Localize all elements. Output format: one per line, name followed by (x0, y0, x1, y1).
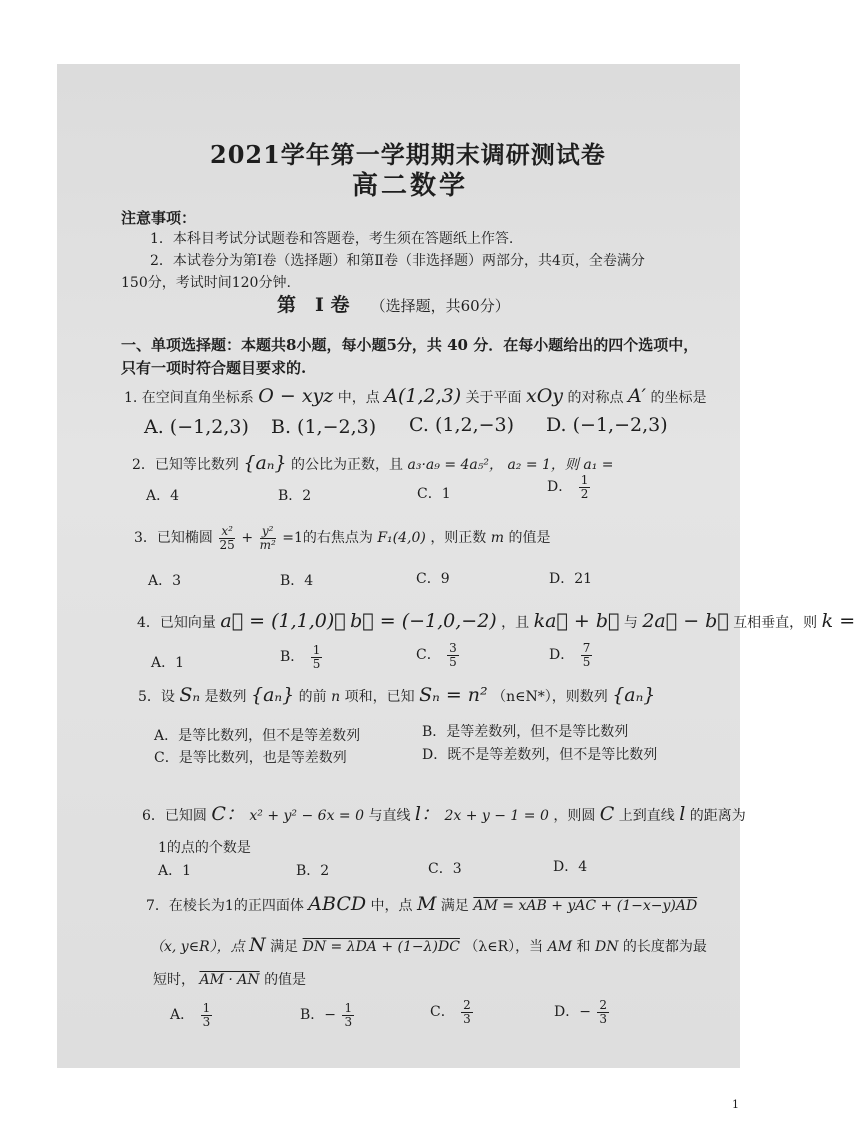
denominator: 3 (202, 1014, 211, 1029)
q4-math: 2a⃗ − b⃗ (642, 610, 729, 632)
numerator: 2 (463, 998, 471, 1012)
q3-math: m (490, 530, 505, 547)
q6-text: 的距离为 (689, 808, 746, 824)
q1-option-d: D. (−1,−2,3) (546, 414, 668, 436)
q5-math: Sₙ = n² (419, 684, 488, 706)
q5-text: 项和，已知 (344, 689, 415, 705)
q6-text: 6．已知圆 (142, 808, 207, 824)
question-2-stem (132, 452, 614, 474)
question-3-stem (134, 525, 551, 551)
q3-text: 3．已知椭圆 (134, 530, 213, 547)
q2-option-d-fraction (579, 474, 591, 500)
q4-option-d (549, 642, 594, 668)
q7-math: M (417, 893, 437, 915)
q4-text: 互相垂直，则 (733, 615, 818, 631)
q2-text: 的公比为正数，且 (291, 457, 404, 473)
section-name: 第 Ⅰ 卷 (277, 294, 350, 316)
denominator: 25 (219, 537, 235, 552)
q2-math: a₂ = 1，则 a₁ = (507, 457, 614, 473)
q7-text: 的值是 (264, 972, 307, 988)
q2-option-d-label: D． (547, 479, 573, 496)
q4-option-c-label: C． (416, 647, 441, 664)
denominator: 3 (599, 1011, 608, 1026)
q6-math: C： (211, 803, 245, 825)
q4-text: 4．已知向量 (137, 615, 216, 631)
q1-option-c: C. (1,2,−3) (409, 414, 515, 436)
notice-item-1: 1．本科目考试分试题卷和答题卷，考生须在答题纸上作答. (150, 231, 514, 247)
denominator: 3 (344, 1014, 353, 1029)
question-5-stem (138, 684, 655, 706)
q6-option-b: B．2 (296, 863, 330, 879)
q1-text: 1. 在空间直角坐标系 (124, 390, 254, 406)
q2-math: a₃·a₉ = 4a₅²， (407, 457, 503, 473)
q7-text: 的长度都为最 (622, 939, 707, 955)
q7-option-b (300, 1002, 356, 1028)
denominator: m² (259, 537, 276, 552)
q7-text: （λ∈R），当 (464, 939, 544, 955)
q2-math: {aₙ} (243, 452, 287, 474)
question-1-stem (124, 385, 706, 407)
notice-item-2-line-2: 150分，考试时间120分钟. (121, 275, 291, 291)
q7-option-b-fraction (342, 1002, 354, 1028)
q2-option-d (547, 474, 592, 500)
q7-math: AM (547, 939, 573, 955)
q7-option-d-label: D．− (554, 1004, 591, 1021)
q7-option-c (430, 999, 475, 1025)
numerator: 1 (202, 1001, 211, 1015)
q7-option-a (170, 1002, 214, 1028)
q2-text: 2．已知等比数列 (132, 457, 239, 473)
q7-option-d (554, 999, 611, 1025)
exam-photo (57, 64, 855, 1068)
question-6-stem (142, 799, 746, 826)
q3-fraction-x (219, 525, 235, 551)
denominator: 5 (312, 656, 321, 671)
page-number: 1 (732, 1098, 739, 1111)
q1-math: A(1,2,3) (384, 385, 462, 407)
section-note: （选择题，共60分） (370, 297, 510, 315)
q4-option-a: A．1 (151, 655, 185, 671)
q6-option-a: A．1 (158, 863, 192, 879)
part1-line-2: 只有一项时符合题目要求的. (121, 359, 307, 377)
denominator: 5 (582, 654, 591, 669)
q3-option-d: D．21 (549, 571, 593, 587)
q1-text: 中，点 (337, 390, 380, 406)
q1-option-a: A. (−1,2,3) (144, 416, 249, 438)
q7-vector-equation: DN = λDA + (1−λ)DC (302, 939, 460, 955)
q7-option-a-label: A． (170, 1007, 195, 1024)
q1-option-b: B. (1,−2,3) (271, 416, 377, 438)
numerator: 1 (344, 1001, 353, 1015)
q4-option-c-fraction (447, 642, 459, 668)
q7-text: 中，点 (370, 898, 413, 914)
q5-option-c: C．是等比数列，也是等差数列 (154, 750, 347, 766)
q6-math: l (679, 803, 686, 825)
q1-math: O − xyz (258, 385, 334, 407)
q2-option-c: C．1 (417, 486, 451, 502)
numerator: y² (260, 525, 276, 539)
q4-text: ，且 (501, 615, 530, 631)
q2-option-b: B．2 (278, 488, 312, 504)
notice-heading: 注意事项： (121, 209, 197, 227)
q5-text: （n∈N*），则数列 (492, 689, 608, 705)
q5-math: {aₙ} (612, 684, 656, 706)
q3-option-a: A．3 (148, 573, 182, 589)
q7-math: DN (594, 939, 619, 955)
denominator: 2 (580, 486, 589, 501)
denominator: 3 (463, 1011, 471, 1026)
q6-math: C (599, 803, 615, 825)
q2-option-a: A．4 (146, 488, 180, 504)
q3-text: ，则正数 (430, 530, 487, 547)
numerator: 1 (312, 643, 321, 657)
q4-math: b⃗ = (−1,0,−2) (350, 610, 497, 632)
q4-math: k = (821, 610, 855, 632)
exam-title: 2021学年第一学期期末调研测试卷 (210, 140, 606, 169)
q1-math: A′ (627, 385, 646, 407)
q7-option-c-fraction (461, 999, 473, 1025)
question-4-stem (137, 610, 855, 632)
numerator: 1 (580, 473, 589, 487)
q7-math: ABCD (308, 893, 367, 915)
q7-text: 和 (576, 939, 591, 955)
q7-line-2 (150, 934, 707, 956)
q4-option-b-fraction (311, 644, 323, 670)
q1-text: 关于平面 (465, 390, 522, 406)
q5-text: 是数列 (204, 689, 247, 705)
q6-text: 与直线 (368, 808, 411, 824)
q5-option-d: D．既不是等差数列，但不是等比数列 (422, 747, 658, 763)
q4-math: a⃗ = (1,1,0)， (220, 610, 346, 632)
q5-option-b: B．是等差数列，但不是等比数列 (422, 724, 629, 740)
q7-text: （x, y∈R），点 (150, 939, 245, 955)
q4-option-b (280, 644, 324, 670)
q3-text: =1的右焦点为 (282, 530, 373, 547)
q7-text: 满足 (440, 898, 469, 914)
section-heading (277, 290, 510, 317)
q1-text: 的坐标是 (650, 390, 707, 406)
numerator: 3 (449, 641, 457, 655)
q3-fraction-y (260, 525, 276, 551)
q5-option-a: A．是等比数列，但不是等差数列 (154, 728, 361, 744)
q4-option-b-label: B． (280, 649, 305, 666)
q7-text: 满足 (270, 939, 299, 955)
q4-option-c (416, 642, 461, 668)
q7-text: 7．在棱长为1的正四面体 (146, 898, 304, 914)
q6-math: x² + y² − 6x = 0 (249, 808, 365, 824)
numerator: x² (221, 524, 233, 538)
q3-text: 的值是 (508, 530, 551, 547)
q7-line-3 (153, 969, 306, 989)
q5-text: 的前 (298, 689, 327, 705)
q5-math: Sₙ (179, 684, 201, 706)
q7-math: N (249, 934, 266, 956)
q6-text: ，则圆 (553, 808, 596, 824)
q5-text: 5．设 (138, 689, 175, 705)
q3-option-c: C．9 (416, 571, 450, 587)
q3-math: F₁(4,0) (377, 530, 426, 547)
q5-math: n (331, 689, 341, 705)
question-7-stem (146, 893, 697, 915)
q4-option-d-label: D． (549, 647, 575, 664)
q7-vector-equation: AM = xAB + yAC + (1−x−y)AD (473, 898, 698, 914)
q1-math: xOy (526, 385, 564, 407)
part1-line-1: 一、单项选择题：本题共8小题，每小题5分，共 40 分．在每小题给出的四个选项中， (121, 336, 699, 354)
q6-math: 2x + y − 1 = 0 (444, 808, 549, 824)
q4-option-d-fraction (581, 642, 593, 668)
q6-option-d: D．4 (553, 859, 588, 875)
q4-text: 与 (623, 615, 638, 631)
q6-math: l： (414, 803, 440, 825)
q7-text: 短时， (153, 972, 195, 988)
q6-line-2: 1的点的个数是 (158, 840, 251, 856)
q7-option-c-label: C． (430, 1004, 455, 1021)
q7-option-a-fraction (201, 1002, 213, 1028)
q6-text: 上到直线 (618, 808, 675, 824)
q1-text: 的对称点 (567, 390, 624, 406)
q4-math: ka⃗ + b⃗ (533, 610, 620, 632)
q6-option-c: C．3 (428, 861, 462, 877)
exam-subtitle: 高二数学 (352, 171, 469, 201)
q7-option-d-fraction (597, 999, 609, 1025)
q7-option-b-label: B．− (300, 1007, 337, 1024)
q5-math: {aₙ} (251, 684, 295, 706)
denominator: 5 (449, 654, 457, 669)
plus-sign: + (241, 530, 254, 547)
notice-item-2-line-1: 2．本试卷分为第Ⅰ卷（选择题）和第Ⅱ卷（非选择题）两部分，共4页，全卷满分 (150, 253, 645, 269)
q3-option-b: B．4 (280, 573, 314, 589)
numerator: 7 (582, 641, 591, 655)
numerator: 2 (599, 998, 608, 1012)
q7-dot-product: AM · AN (199, 972, 260, 988)
